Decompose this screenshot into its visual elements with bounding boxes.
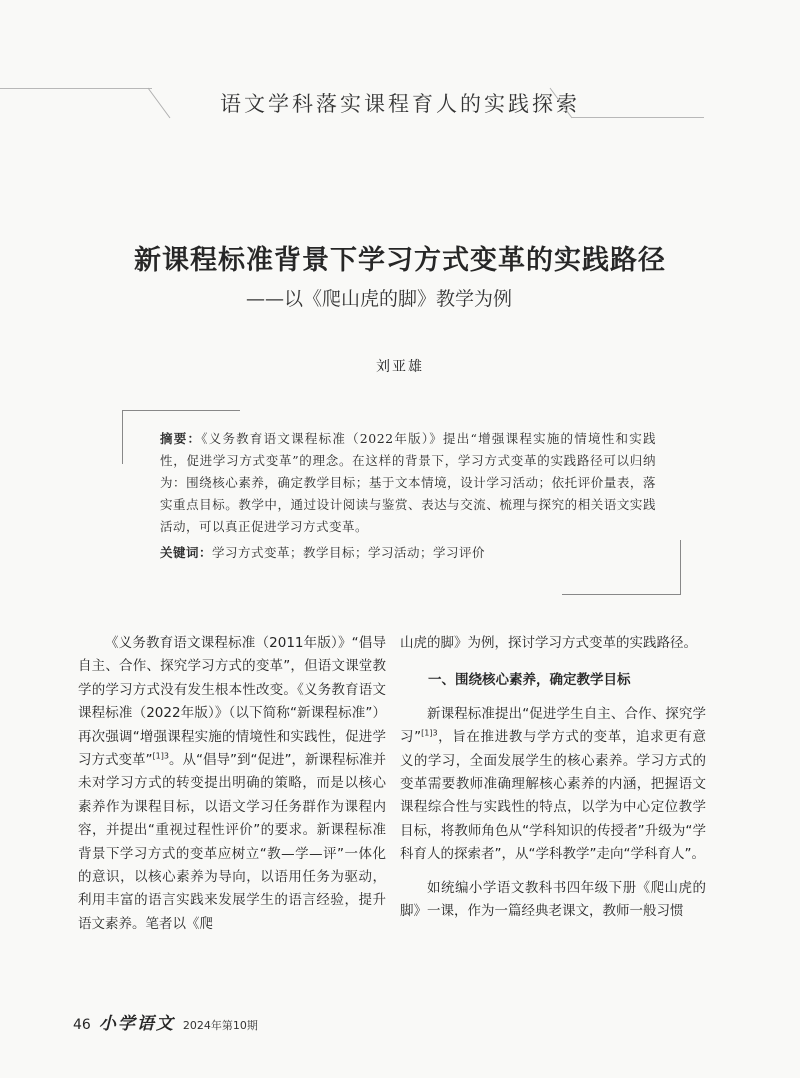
abstract-top-rule <box>122 410 240 411</box>
abstract-text: 《义务教育语文课程标准（2022年版）》提出“增强课程实施的情境性和实践性，促进学习方式变革”的理念。在这样的背景下，学习方式变革的实践路径可以归纳为：围绕核心素养，确定教学目标；基于文本情境，设计学习活动；依托评价量表，落实重点目标。教学中，通过设计阅读与鉴赏、表达与交流、梳理与探究的相关语文实践活动，可以真正促进学习方式变革。 <box>160 431 656 534</box>
body-right-column <box>400 632 706 923</box>
section-heading: 一、围绕核心素养，确定教学目标 <box>428 672 631 689</box>
keywords-label: 关键词： <box>160 545 213 560</box>
abstract-bottom-rule <box>562 594 681 595</box>
abstract-body <box>160 428 656 538</box>
paragraph-text: 新课程标准提出“促进学生自主、合作、探究学习” <box>400 705 706 746</box>
body-paragraph: 如统编小学语文教科书四年级下册《爬山虎的脚》一课，作为一篇经典老课文，教师一般习惯 <box>400 879 706 920</box>
banner-title: 语文学科落实课程育人的实践探索 <box>220 92 580 116</box>
paragraph-text: ，旨在推进教与学方式的变革，追求更有意义的学习，全面发展学生的核心素养。学习方式的变革需要教师准确理解核心素养的内涵，把握语文课程综合性与实践性的特点，以学为中心定位教学目标，将教师角色从“学科知识的传授者”升级为“学科育人的探索者”，从“学科教学”走向“学科育人”。 <box>400 729 706 863</box>
body-left-column <box>78 632 386 936</box>
citation: [1]3 <box>421 728 438 738</box>
body-paragraph <box>400 703 706 867</box>
page-number: 46 <box>73 1017 91 1033</box>
abstract <box>160 428 656 564</box>
body-paragraph: 山虎的脚》为例，探讨学习方式变革的实践路径。 <box>400 635 697 651</box>
banner-right-line <box>572 117 704 118</box>
citation: [1]3 <box>152 751 169 761</box>
paragraph-text: 《义务教育语文课程标准（2011年版）》“倡导自主、合作、探究学习方式的变革”，但语文课堂教学的学习方式没有发生根本性改变。《义务教育语文课程标准（2022年版）》（以下简称“新课程标准”）再次强调“增强课程实施的情境性和实践性，促进学习方式变革” <box>78 635 386 769</box>
banner-right-slash <box>548 86 576 120</box>
keywords-text: 学习方式变革；教学目标；学习活动；学习评价 <box>212 545 486 560</box>
abstract-label: 摘要： <box>160 431 202 446</box>
abstract-left-rule <box>122 410 123 464</box>
article-title: 新课程标准背景下学习方式变革的实践路径 <box>134 245 666 276</box>
article-subtitle: ——以《爬山虎的脚》教学为例 <box>246 288 513 310</box>
article-author: 刘亚雄 <box>376 359 424 375</box>
page-footer <box>73 1009 258 1034</box>
issue-label: 2024年第10期 <box>182 1019 258 1032</box>
keywords <box>160 542 656 564</box>
paragraph-text: 。从“倡导”到“促进”，新课程标准并未对学习方式的转变提出明确的策略，而是以核心素养作为课程目标，以语文学习任务群作为课程内容，并提出“重视过程性评价”的要求。新课程标准背景下学习方式的变革应树立“教—学—评”一体化的意识，以核心素养为导向，以语用任务为驱动，利用丰富的语言实践来发展学生的语言经验，提升语文素养。笔者以《爬 <box>78 752 386 932</box>
journal-name: 小学语文 <box>98 1014 175 1034</box>
body-paragraph <box>78 632 386 936</box>
abstract-right-rule <box>680 540 681 594</box>
